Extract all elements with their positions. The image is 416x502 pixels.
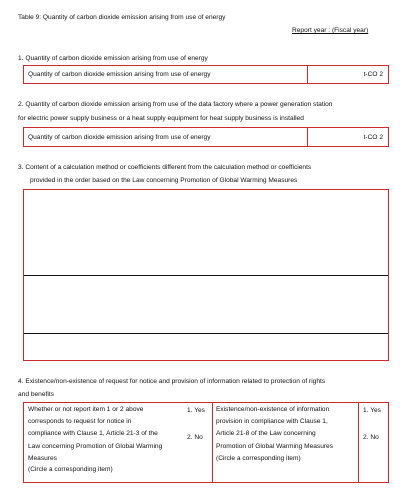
section4-middle-divider [212,402,213,483]
section4-left-no-option: 2. No [187,434,203,441]
section2-divider [307,127,308,147]
section3-rule-2 [24,333,388,334]
section4-left-line: Measures [28,454,57,462]
section2-heading-line1: 2. Quantity of carbon dioxide emission arising from use of the data factory where a power generation station [18,101,333,108]
section2-heading-line2: for electric power supply business or a heat supply equipment for heat supply business is installed [18,115,304,122]
section4-left-line: compliance with Clause 1, Article 21-3 of the [28,430,158,438]
section4-right-line: Promotion of Global Warming Measures [216,442,334,450]
section4-right-line: (Circle a corresponding item) [216,454,301,462]
section4-left-line: Law concerning Promotion of Global Warming [28,442,163,450]
section1-divider [307,65,308,84]
section1-row [23,65,389,84]
section4-table [23,402,389,483]
section4-right-cell [216,406,356,463]
section3-rule-1 [24,275,388,276]
section4-left-line: corresponds to request for notice in [28,418,132,426]
section4-left-cell [28,406,180,474]
section3-heading-line2: provided in the order based on the Law concerning Promotion of Global Warming Measures [30,177,298,184]
section4-right-line: Existence/non-existence of information [216,406,330,413]
section3-text-area [23,189,389,361]
section1-heading: 1. Quantity of carbon dioxide emission arising from use of energy [18,55,208,62]
report-year-label: Report year : (Fiscal year) [292,27,369,34]
section4-right-divider [358,402,359,483]
section1-unit: t-CO 2 [363,71,383,78]
section4-left-yes-option: 1. Yes [187,407,205,414]
table-title: Table 9: Quantity of carbon dioxide emission arising from use of energy [18,14,226,21]
section4-right-no-option: 2. No [363,434,379,441]
section4-right-line: Article 21-8 of the Law concerning [216,430,316,438]
section4-heading-line1: 4. Existence/non-existence of request for notice and provision of information related to protection of rights [18,378,326,385]
section1-row-label: Quantity of carbon dioxide emission arising from use of energy [28,71,211,78]
section4-left-line: (Circle a corresponding item) [28,466,113,474]
section4-heading-line2: and benefits [18,391,54,398]
section3-heading-line1: 3. Content of a calculation method or coefficients different from the calculation method or coefficients [18,164,312,171]
section4-right-line: provision in compliance with Clause 1, [216,418,328,426]
section2-row [23,127,389,147]
section2-unit: t-CO 2 [363,134,383,141]
section2-row-label: Quantity of carbon dioxide emission arising from use of energy [28,134,211,141]
section4-right-yes-option: 1. Yes [363,407,381,414]
section4-left-line: Whether or not report item 1 or 2 above [28,406,144,413]
